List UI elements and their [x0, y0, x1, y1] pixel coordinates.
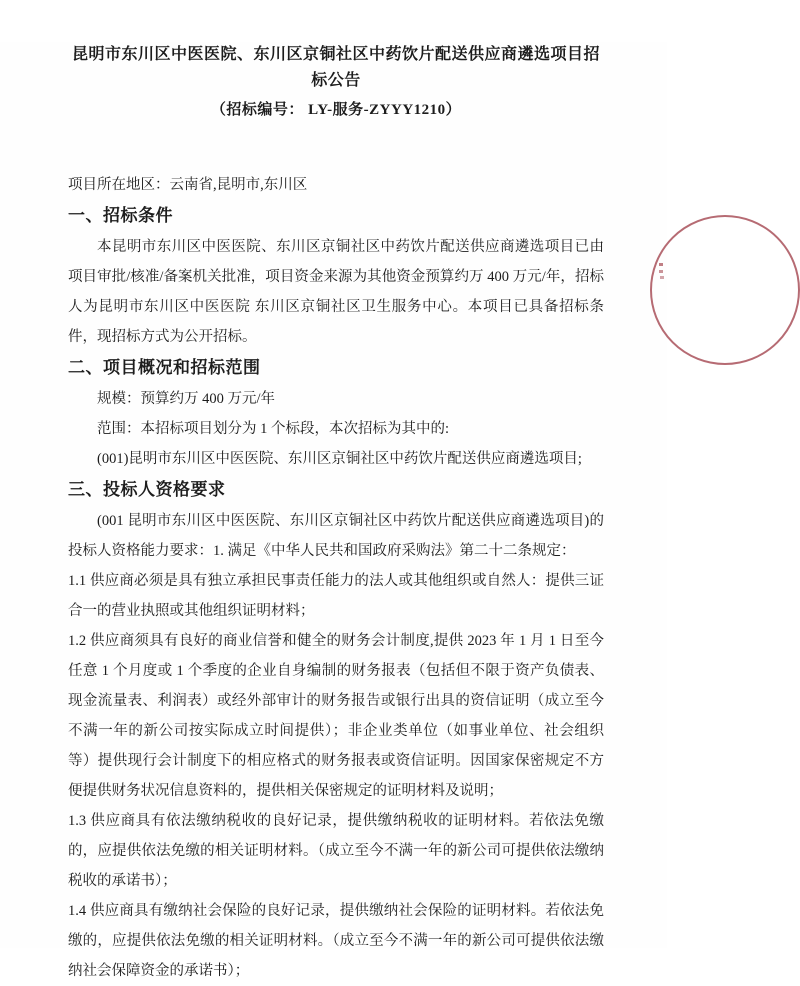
- bidder-qualification-intro: (001 昆明市东川区中医医院、东川区京铜社区中药饮片配送供应商遴选项目)的投标人资格能力要求：1. 满足《中华人民共和国政府采购法》第二十二条规定：: [68, 513, 604, 559]
- lot-001-line: (001)昆明市东川区中医医院、东川区京铜社区中药饮片配送供应商遴选项目;: [97, 451, 582, 467]
- section-3-heading: 三、投标人资格要求: [68, 480, 226, 499]
- tender-number-line: （招标编号： LY-服务-ZYYY1210）: [210, 102, 462, 118]
- requirement-item-1-2: 1.2 供应商须具有良好的商业信誉和健全的财务会计制度,提供 2023 年 1 月 1 日至今任意 1 个月度或 1 个季度的企业自身编制的财务报表（包括但不限于资产负债表、现金流量表、利润表）或经外部审计的财务报告或银行出具的资信证明（成立至今不满一年的新公司按实际成立时间提供）；非企业类单位（如事业单位、社会组织等）提供现行会计制度下的相应格式的财务报表或资信证明。因国家保密规定不方便提供财务状况信息资料的，提供相关保密规定的证明材料及说明；: [68, 633, 604, 799]
- requirement-item-1-4: 1.4 供应商具有缴纳社会保险的良好记录，提供缴纳社会保险的证明材料。若依法免缴的，应提供依法免缴的相关证明材料。（成立至今不满一年的新公司可提供依法缴纳社会保障资金的承诺书）；: [68, 903, 604, 979]
- requirement-item-1-3: 1.3 供应商具有依法缴纳税收的良好记录，提供缴纳税收的证明材料。若依法免缴的，应提供依法免缴的相关证明材料。（成立至今不满一年的新公司可提供依法缴纳税收的承诺书）；: [68, 813, 604, 889]
- requirement-item-1-1: 1.1 供应商必须是具有独立承担民事责任能力的法人或其他组织或自然人：提供三证合一的营业执照或其他组织证明材料；: [68, 573, 604, 619]
- red-seal-stamp-partial: [650, 215, 800, 365]
- project-scale-line: 规模：预算约万 400 万元/年: [97, 391, 276, 407]
- section-1-paragraph: 本昆明市东川区中医医院、东川区京铜社区中药饮片配送供应商遴选项目已由项目审批/核准/备案机关批准，项目资金来源为其他资金预算约万 400 万元/年，招标人为昆明市东川区中医医院 东川区京铜社区卫生服务中心。本项目已具备招标条件，现招标方式为公开招标。: [68, 239, 604, 345]
- section-1-heading: 一、招标条件: [68, 206, 173, 225]
- tender-announcement-page: [0, 42, 667, 979]
- section-2-heading: 二、项目概况和招标范围: [68, 358, 261, 377]
- document-title: 昆明市东川区中医医院、东川区京铜社区中药饮片配送供应商遴选项目招标公告: [71, 46, 600, 89]
- project-location-line: 项目所在地区：云南省,昆明市,东川区: [68, 177, 308, 193]
- project-scope-line: 范围：本招标项目划分为 1 个标段，本次招标为其中的:: [97, 421, 450, 437]
